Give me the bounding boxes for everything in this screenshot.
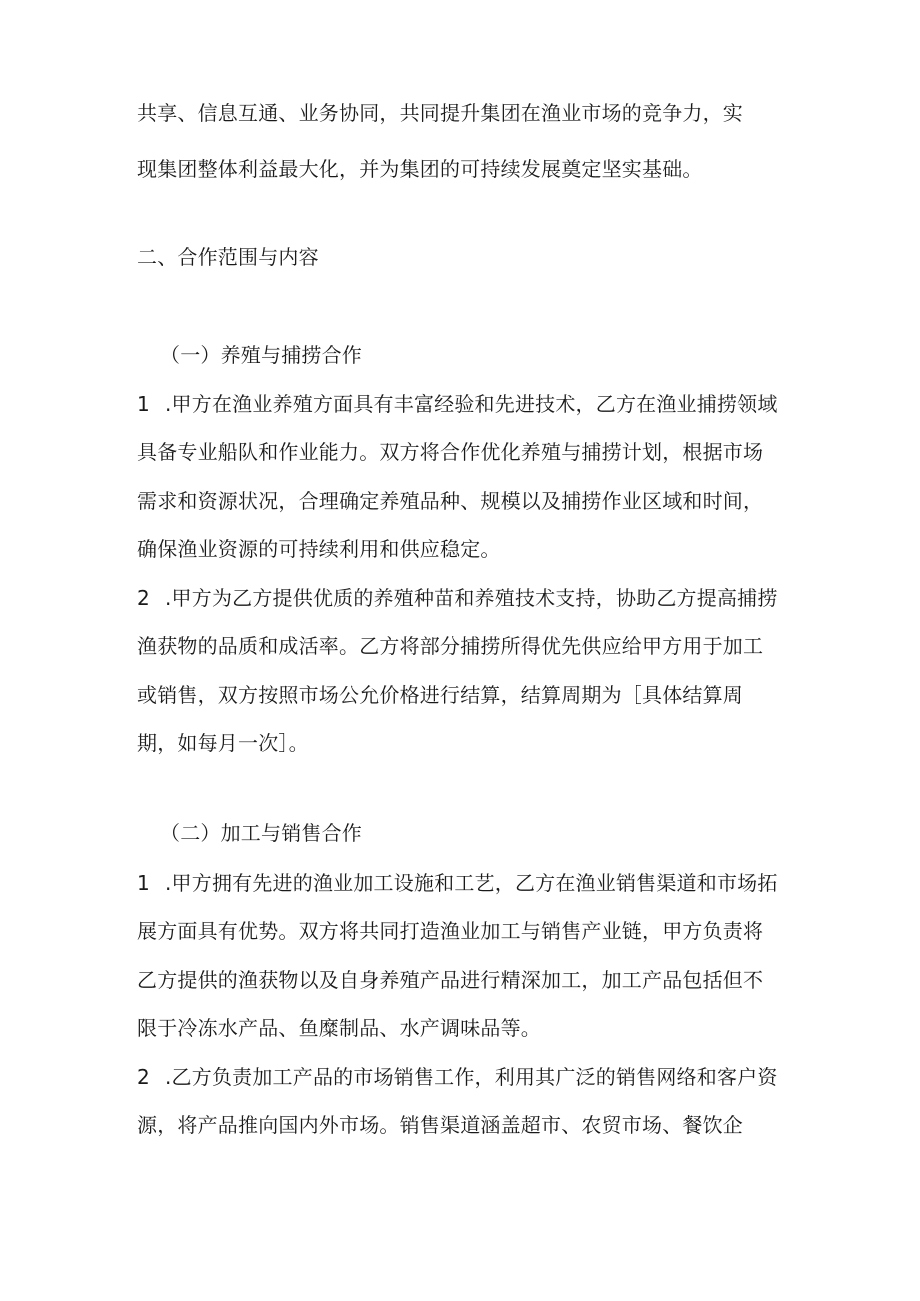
part-1-item-2-line-4: 期，如每月一次］。 (137, 731, 309, 755)
item-number: 1 (137, 392, 150, 416)
part-2-item-1-line-3: 乙方提供的渔获物以及自身养殖产品进行精深加工，加工产品包括但不 (137, 968, 764, 992)
item-text: .甲方为乙方提供优质的养殖种苗和养殖技术支持，协助乙方提高捕捞 (165, 586, 778, 610)
part-2-item-2-line-1 (137, 1063, 778, 1091)
part-2-item-2-line-2: 源，将产品推向国内外市场。销售渠道涵盖超市、农贸市场、餐饮企 (137, 1113, 743, 1137)
item-text: .甲方在渔业养殖方面具有丰富经验和先进技术，乙方在渔业捕捞领域 (165, 392, 778, 416)
intro-line-2: 现集团整体利益最大化，并为集团的可持续发展奠定坚实基础。 (137, 157, 703, 181)
item-number: 2 (137, 586, 150, 610)
item-text: .乙方负责加工产品的市场销售工作，利用其广泛的销售网络和客户资 (165, 1065, 778, 1089)
item-number: 1 (137, 871, 150, 895)
part-2-heading: （二）加工与销售合作 (160, 821, 362, 845)
item-number: 2 (137, 1065, 150, 1089)
part-1-item-2-line-2: 渔获物的品质和成活率。乙方将部分捕捞所得优先供应给甲方用于加工 (137, 634, 764, 658)
section-2-heading: 二、合作范围与内容 (137, 245, 319, 269)
part-1-item-1-line-4: 确保渔业资源的可持续利用和供应稳定。 (137, 537, 501, 561)
part-1-item-1-line-1 (137, 390, 778, 418)
part-2-item-1-line-4: 限于冷冻水产品、鱼糜制品、水产调味品等。 (137, 1016, 541, 1040)
part-2-item-1-line-1 (137, 869, 778, 897)
intro-line-1: 共享、信息互通、业务协同，共同提升集团在渔业市场的竞争力，实 (137, 101, 743, 125)
part-2-item-1-line-2: 展方面具有优势。双方将共同打造渔业加工与销售产业链，甲方负责将 (137, 919, 764, 943)
part-1-item-1-line-3: 需求和资源状况，合理确定养殖品种、规模以及捕捞作业区域和时间， (137, 489, 764, 513)
part-1-item-1-line-2: 具备专业船队和作业能力。双方将合作优化养殖与捕捞计划，根据市场 (137, 440, 764, 464)
part-1-item-2-line-1 (137, 584, 778, 612)
part-1-item-2-line-3: 或销售，双方按照市场公允价格进行结算，结算周期为［具体结算周 (137, 683, 743, 707)
item-text: .甲方拥有先进的渔业加工设施和工艺，乙方在渔业销售渠道和市场拓 (165, 871, 778, 895)
part-1-heading: （一）养殖与捕捞合作 (160, 343, 362, 367)
